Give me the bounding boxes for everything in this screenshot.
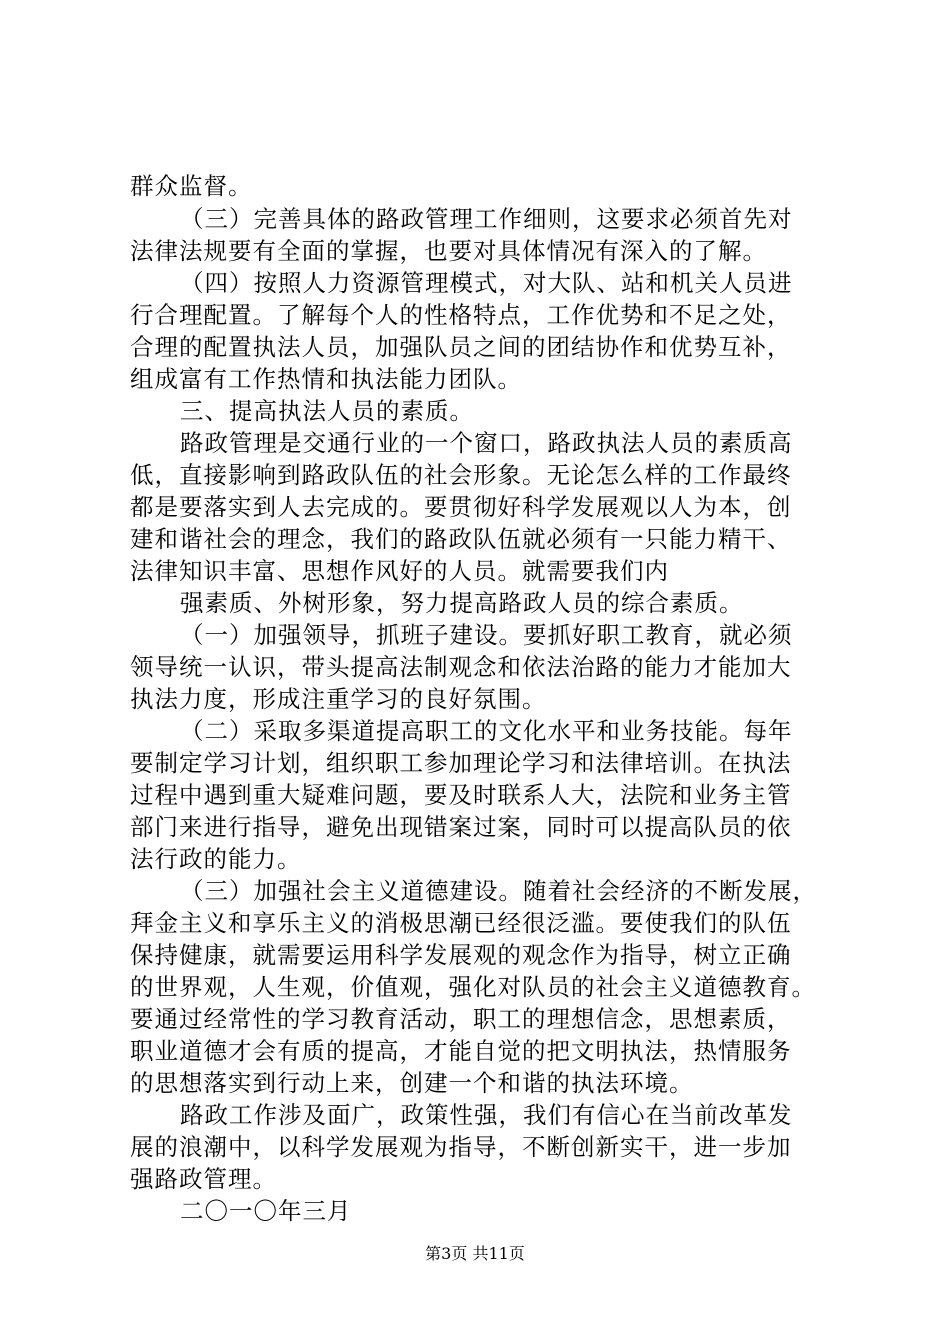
text-line: 过程中遇到重大疑难问题，要及时联系人大，法院和业务主管 (130, 781, 792, 809)
text-line: 保持健康，就需要运用科学发展观的观念作为指导，树立正确 (130, 941, 792, 969)
text-line: 要通过经常性的学习教育活动，职工的理想信念，思想素质， (130, 1005, 792, 1033)
page-number-footer: 第3页 共11页 (425, 1244, 525, 1263)
text-line: 法行政的能力。 (130, 845, 302, 873)
text-line: 法律法规要有全面的掌握，也要对具体情况有深入的了解。 (130, 237, 767, 265)
text-line: 群众监督。 (130, 172, 253, 200)
text-line: 的思想落实到行动上来，创建一个和谐的执法环境。 (130, 1069, 694, 1097)
text-line: 都是要落实到人去完成的。要贯彻好科学发展观以人为本，创 (130, 493, 792, 521)
text-line: （二）采取多渠道提高职工的文化水平和业务技能。每年 (180, 717, 793, 745)
text-line: （三）加强社会主义道德建设。随着社会经济的不断发展， (180, 877, 817, 905)
text-line: （一）加强领导，抓班子建设。要抓好职工教育，就必须 (180, 621, 793, 649)
text-line: 强素质、外树形象，努力提高路政人员的综合素质。 (180, 589, 744, 617)
text-line: 拜金主义和享乐主义的消极思潮已经很泛滥。要使我们的队伍 (130, 909, 792, 937)
section-heading: 三、提高执法人员的素质。 (180, 397, 474, 425)
text-line: （四）按照人力资源管理模式，对大队、站和机关人员进 (180, 269, 793, 297)
text-line: 合理的配置执法人员，加强队员之间的团结协作和优势互补， (130, 333, 792, 361)
text-line: 领导统一认识，带头提高法制观念和依法治路的能力才能加大 (130, 653, 792, 681)
text-line: 强路政管理。 (130, 1165, 277, 1193)
text-line: 部门来进行指导，避免出现错案过案，同时可以提高队员的依 (130, 813, 792, 841)
text-line: 路政工作涉及面广，政策性强，我们有信心在当前改革发 (180, 1101, 793, 1129)
text-line: 要制定学习计划，组织职工参加理论学习和法律培训。在执法 (130, 749, 792, 777)
text-line: 路政管理是交通行业的一个窗口，路政执法人员的素质高 (180, 429, 793, 457)
text-line: 行合理配置。了解每个人的性格特点，工作优势和不足之处， (130, 301, 792, 329)
text-line: 执法力度，形成注重学习的良好氛围。 (130, 685, 547, 713)
text-line: 职业道德才会有质的提高，才能自觉的把文明执法，热情服务 (130, 1037, 792, 1065)
text-line: 的世界观，人生观，价值观，强化对队员的社会主义道德教育。 (130, 973, 816, 1001)
text-line: 法律知识丰富、思想作风好的人员。就需要我们内 (130, 557, 669, 585)
text-line: 低，直接影响到路政队伍的社会形象。无论怎么样的工作最终 (130, 461, 792, 489)
text-line: 组成富有工作热情和执法能力团队。 (130, 365, 522, 393)
text-line: （三）完善具体的路政管理工作细则，这要求必须首先对 (180, 205, 793, 233)
text-line: 展的浪潮中，以科学发展观为指导，不断创新实干，进一步加 (130, 1133, 792, 1161)
date-line: 二〇一〇年三月 (180, 1197, 352, 1225)
text-line: 建和谐社会的理念，我们的路政队伍就必须有一只能力精干、 (130, 525, 792, 553)
